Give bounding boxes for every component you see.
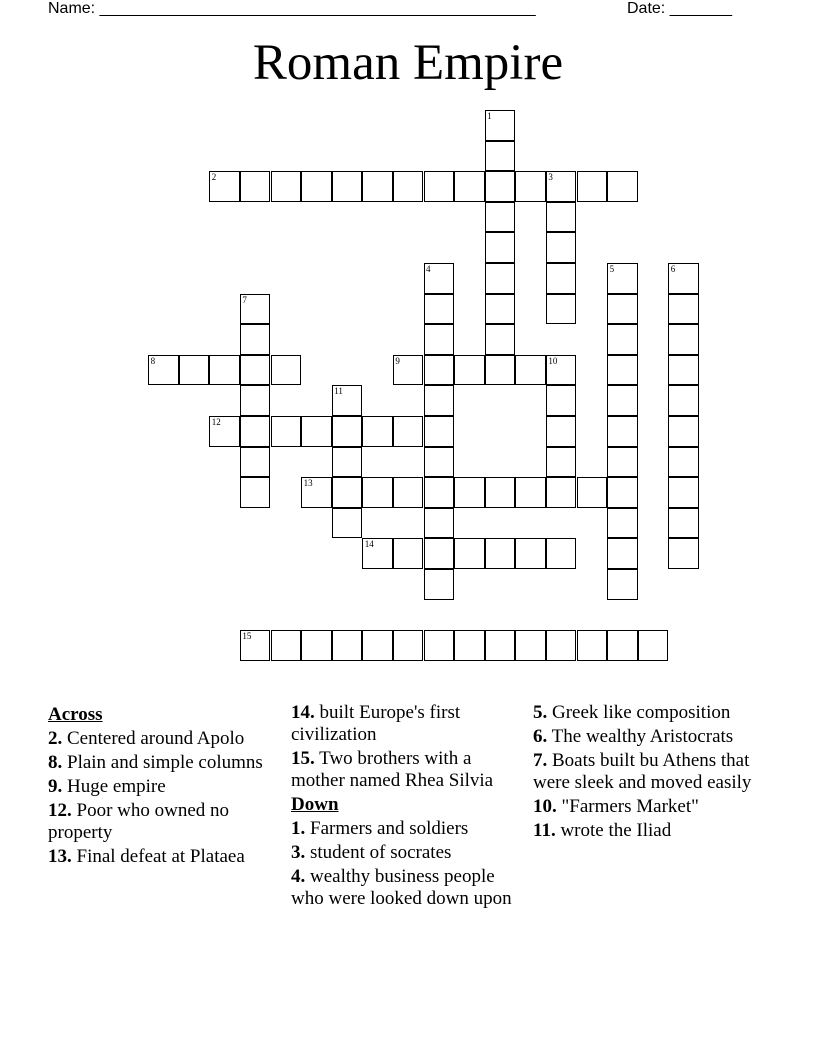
crossword-cell[interactable] (546, 416, 577, 447)
crossword-cell[interactable] (362, 416, 393, 447)
crossword-cell[interactable] (332, 508, 363, 539)
crossword-cell[interactable] (668, 263, 699, 294)
crossword-cell[interactable] (362, 630, 393, 661)
clue-column-1 (48, 702, 280, 870)
crossword-cell[interactable] (546, 385, 577, 416)
crossword-cell[interactable] (668, 294, 699, 325)
crossword-cell[interactable] (454, 630, 485, 661)
cell-number: 6 (670, 264, 676, 274)
across-clue-8: 8. Plain and simple columns (48, 752, 263, 773)
crossword-cell[interactable] (301, 416, 332, 447)
cell-number: 11 (334, 386, 343, 397)
crossword-cell[interactable] (209, 416, 240, 447)
crossword-cell[interactable] (607, 324, 638, 355)
crossword-cell[interactable] (240, 447, 271, 478)
page-title: Roman Empire (252, 35, 564, 91)
crossword-cell[interactable] (454, 477, 485, 508)
crossword-cell[interactable] (332, 447, 363, 478)
cell-number: 9 (395, 355, 400, 366)
crossword-cell[interactable] (515, 477, 546, 508)
crossword-cell[interactable] (424, 355, 455, 386)
crossword-cell[interactable] (332, 630, 363, 661)
name-field-label: Name: _________________________________________________ (48, 0, 536, 17)
crossword-cell[interactable] (393, 355, 424, 386)
crossword-cell[interactable] (362, 477, 393, 508)
crossword-cell[interactable] (240, 294, 271, 325)
crossword-cell[interactable] (546, 538, 577, 569)
down-clue-3: 3. student of socrates (291, 842, 452, 863)
cell-number: 14 (364, 539, 374, 550)
down-clue-6: 6. The wealthy Aristocrats (533, 726, 734, 747)
crossword-cell[interactable] (332, 477, 363, 508)
across-clue-2: 2. Centered around Apolo (48, 728, 245, 749)
crossword-cell[interactable] (546, 477, 577, 508)
crossword-cell[interactable] (607, 508, 638, 539)
crossword-cell[interactable] (301, 171, 332, 202)
crossword-cell[interactable] (240, 355, 271, 386)
clue-column-2 (291, 702, 529, 912)
crossword-cell[interactable] (148, 355, 179, 386)
crossword-cell[interactable] (424, 508, 455, 539)
crossword-cell[interactable] (209, 355, 240, 386)
crossword-cell[interactable] (362, 171, 393, 202)
date-field-label: Date: _______ (627, 0, 732, 17)
cell-number: 1 (487, 111, 492, 121)
crossword-cell[interactable] (607, 447, 638, 478)
down-heading: Down (291, 794, 339, 815)
crossword-cell[interactable] (577, 630, 608, 661)
crossword-cell[interactable] (515, 630, 546, 661)
crossword-cell[interactable] (424, 263, 455, 294)
crossword-cell[interactable] (332, 171, 363, 202)
across-clue-14: 14. built Europe's first civilization (291, 702, 461, 745)
crossword-cell[interactable] (424, 447, 455, 478)
crossword-cell[interactable] (485, 538, 516, 569)
crossword-cell[interactable] (607, 355, 638, 386)
crossword-cell[interactable] (515, 355, 546, 386)
down-clue-1: 1. Farmers and soldiers (291, 818, 469, 839)
crossword-cell[interactable] (546, 202, 577, 233)
crossword-cell[interactable] (485, 141, 516, 172)
crossword-cell[interactable] (424, 569, 455, 600)
crossword-cell[interactable] (240, 324, 271, 355)
crossword-cell[interactable] (485, 171, 516, 202)
crossword-cell[interactable] (424, 385, 455, 416)
crossword-cell[interactable] (240, 630, 271, 661)
crossword-cell[interactable] (638, 630, 669, 661)
crossword-cell[interactable] (607, 477, 638, 508)
cell-number: 7 (242, 294, 247, 305)
crossword-cell[interactable] (485, 477, 516, 508)
crossword-cell[interactable] (424, 538, 455, 569)
crossword-cell[interactable] (485, 294, 516, 325)
crossword-cell[interactable] (515, 171, 546, 202)
crossword-cell[interactable] (668, 477, 699, 508)
crossword-cell[interactable] (240, 416, 271, 447)
cell-number: 12 (211, 417, 221, 427)
down-clue-10: 10. "Farmers Market" (533, 796, 699, 817)
crossword-cell[interactable] (424, 324, 455, 355)
crossword-cell[interactable] (668, 416, 699, 447)
crossword-cell[interactable] (393, 171, 424, 202)
down-clue-7: 7. Boats built bu Athens that were sleek and moved easily (533, 750, 752, 793)
down-clue-4: 4. wealthy business people who were looked down upon (291, 866, 512, 909)
crossword-cell[interactable] (668, 447, 699, 478)
across-heading: Across (48, 704, 103, 725)
crossword-cell[interactable] (668, 538, 699, 569)
crossword-cell[interactable] (485, 263, 516, 294)
crossword-cell[interactable] (393, 416, 424, 447)
crossword-cell[interactable] (607, 416, 638, 447)
crossword-cell[interactable] (424, 630, 455, 661)
crossword-cell[interactable] (485, 324, 516, 355)
crossword-cell[interactable] (393, 538, 424, 569)
crossword-cell[interactable] (515, 538, 546, 569)
cell-number: 15 (242, 631, 252, 642)
crossword-cell[interactable] (362, 538, 393, 569)
crossword-cell[interactable] (607, 538, 638, 569)
crossword-cell[interactable] (546, 171, 577, 202)
crossword-cell[interactable] (607, 263, 638, 294)
crossword-cell[interactable] (668, 508, 699, 539)
crossword-cell[interactable] (271, 416, 302, 447)
down-clue-11: 11. wrote the Iliad (533, 820, 672, 841)
crossword-cell[interactable] (424, 294, 455, 325)
cell-number: 5 (609, 264, 615, 274)
crossword-cell[interactable] (271, 171, 302, 202)
crossword-cell[interactable] (454, 538, 485, 569)
crossword-cell[interactable] (546, 630, 577, 661)
crossword-cell[interactable] (271, 355, 302, 386)
crossword-cell[interactable] (332, 416, 363, 447)
crossword-cell[interactable] (424, 171, 455, 202)
crossword-cell[interactable] (546, 232, 577, 263)
crossword-cell[interactable] (546, 355, 577, 386)
cell-number: 2 (211, 172, 217, 183)
crossword-cell[interactable] (485, 232, 516, 263)
crossword-cell[interactable] (485, 355, 516, 386)
crossword-cell[interactable] (240, 477, 271, 508)
cell-number: 3 (548, 172, 553, 183)
cell-number: 8 (150, 355, 156, 366)
crossword-cell[interactable] (607, 294, 638, 325)
crossword-cell[interactable] (301, 630, 332, 661)
crossword-cell[interactable] (271, 630, 302, 661)
crossword-cell[interactable] (454, 355, 485, 386)
crossword-cell[interactable] (301, 477, 332, 508)
crossword-cell[interactable] (577, 477, 608, 508)
crossword-cell[interactable] (546, 447, 577, 478)
crossword-cell[interactable] (607, 630, 638, 661)
crossword-cell[interactable] (668, 324, 699, 355)
crossword-cell[interactable] (668, 355, 699, 386)
crossword-cell[interactable] (546, 294, 577, 325)
crossword-cell[interactable] (577, 171, 608, 202)
crossword-cell[interactable] (607, 385, 638, 416)
across-clue-15: 15. Two brothers with a mother named Rhea Silvia (291, 748, 494, 791)
cell-number: 4 (426, 264, 431, 274)
crossword-cell[interactable] (485, 202, 516, 233)
across-clue-12: 12. Poor who owned no property (48, 800, 230, 843)
crossword-cell[interactable] (454, 171, 485, 202)
crossword-cell[interactable] (393, 630, 424, 661)
crossword-cell[interactable] (424, 477, 455, 508)
crossword-cell[interactable] (240, 385, 271, 416)
cell-number: 10 (548, 355, 558, 366)
crossword-cell[interactable] (209, 171, 240, 202)
crossword-cell[interactable] (424, 416, 455, 447)
crossword-cell[interactable] (485, 630, 516, 661)
crossword-cell[interactable] (485, 110, 516, 141)
crossword-cell[interactable] (607, 569, 638, 600)
cell-number: 13 (303, 478, 313, 489)
crossword-cell[interactable] (332, 385, 363, 416)
crossword-cell[interactable] (546, 263, 577, 294)
crossword-cell[interactable] (179, 355, 210, 386)
across-clue-9: 9. Huge empire (48, 776, 166, 797)
clue-column-3 (533, 702, 773, 844)
crossword-cell[interactable] (240, 171, 271, 202)
crossword-cell[interactable] (668, 385, 699, 416)
down-clue-5: 5. Greek like composition (533, 702, 731, 723)
crossword-cell[interactable] (393, 477, 424, 508)
crossword-cell[interactable] (607, 171, 638, 202)
across-clue-13: 13. Final defeat at Plataea (48, 846, 245, 867)
